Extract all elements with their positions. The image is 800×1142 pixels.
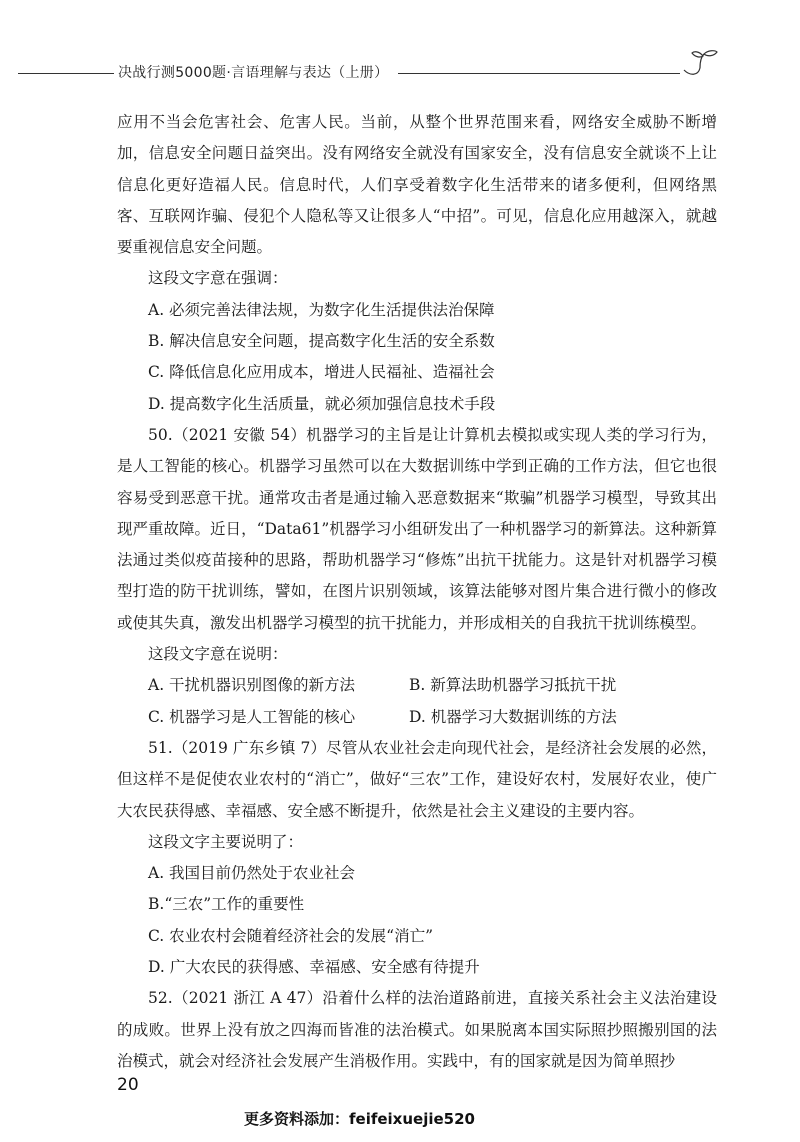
q50-option-d: D. 机器学习大数据训练的方法 [409,707,617,726]
q51-passage: 51.（2019 广东乡镇 7）尽管从农业社会走向现代社会，是经济社会发展的必然，但这样不是促使农业农村的“消亡”，做好“三农”工作，建设好农村，发展好农业，使广大农民获得感、幸福感、安全感不断提升，依然是社会主义建设的主要内容。 [117,738,717,820]
q49-option-a: A. 必须完善法律法规，为数字化生活提供法治保障 [148,300,495,319]
q51-option-b: B.“三农”工作的重要性 [148,895,305,914]
running-header [0,44,800,84]
q49-option-b: B. 解决信息安全问题，提高数字化生活的安全系数 [148,332,495,351]
q50-options-row-1 [117,670,717,701]
q51-stem: 这段文字主要说明了： [148,832,304,851]
page-number: 20 [117,1075,139,1095]
q50-stem: 这段文字意在说明： [148,645,288,664]
q50-passage: 50.（2021 安徽 54）机器学习的主旨是让计算机去模拟或实现人类的学习行为，是人工智能的核心。机器学习虽然可以在大数据训练中学到正确的工作方法，但它也很容易受到恶意干扰。通常攻击者是通过输入恶意数据来“欺骗”机器学习模型，导致其出现严重故障。近日，“Data61”机器学习小组研发出了一种机器学习的新算法。这种新算法通过类似疫苗接种的思路，帮助机器学习“修炼”出抗干扰能力。这是针对机器学习模型打造的防干扰训练，譬如，在图片识别领域，该算法能够对图片集合进行微小的修改或使其失真，激发出机器学习模型的抗干扰能力，并形成相关的自我抗干扰训练模型。 [117,425,717,632]
q49-option-d: D. 提高数字化生活质量，就必须加强信息技术手段 [148,394,496,413]
header-rule-left [18,73,114,74]
q50-options-row-2 [117,702,717,733]
footer-contact-note: 更多资料添加：feifeixuejie520 [244,1110,475,1128]
q52-passage: 52.（2021 浙江 A 47）沿着什么样的法治道路前进，直接关系社会主义法治建设的成败。世界上没有放之四海而皆准的法治模式。如果脱离本国实际照抄照搬别国的法治模式，就会对经济社会发展产生消极作用。实践中，有的国家就是因为简单照抄 [117,989,717,1070]
q49-option-c: C. 降低信息化应用成本，增进人民福祉、造福社会 [148,363,495,382]
q50-option-b: B. 新算法助机器学习抵抗干扰 [409,676,617,695]
sprout-icon [680,46,720,80]
q49-passage-continued: 应用不当会危害社会、危害人民。当前，从整个世界范围来看，网络安全威胁不断增加，信息安全问题日益突出。没有网络安全就没有国家安全，没有信息安全就谈不上让信息化更好造福人民。信息时代，人们享受着数字化生活带来的诸多便利，但网络黑客、互联网诈骗、侵犯个人隐私等又让很多人“中招”。可见，信息化应用越深入，就越要重视信息安全问题。 [117,113,717,257]
q50-option-a: A. 干扰机器识别图像的新方法 [148,676,356,695]
book-title: 决战行测5000题·言语理解与表达（上册） [118,65,389,81]
q51-option-d: D. 广大农民的获得感、幸福感、安全感有待提升 [148,958,480,977]
q51-option-a: A. 我国目前仍然处于农业社会 [148,864,356,883]
header-rule-right [398,73,680,74]
page-body [117,107,717,1077]
q50-option-c: C. 机器学习是人工智能的核心 [148,707,356,726]
q49-stem: 这段文字意在强调： [148,269,288,288]
q51-option-c: C. 农业农村会随着经济社会的发展“消亡” [148,926,434,945]
